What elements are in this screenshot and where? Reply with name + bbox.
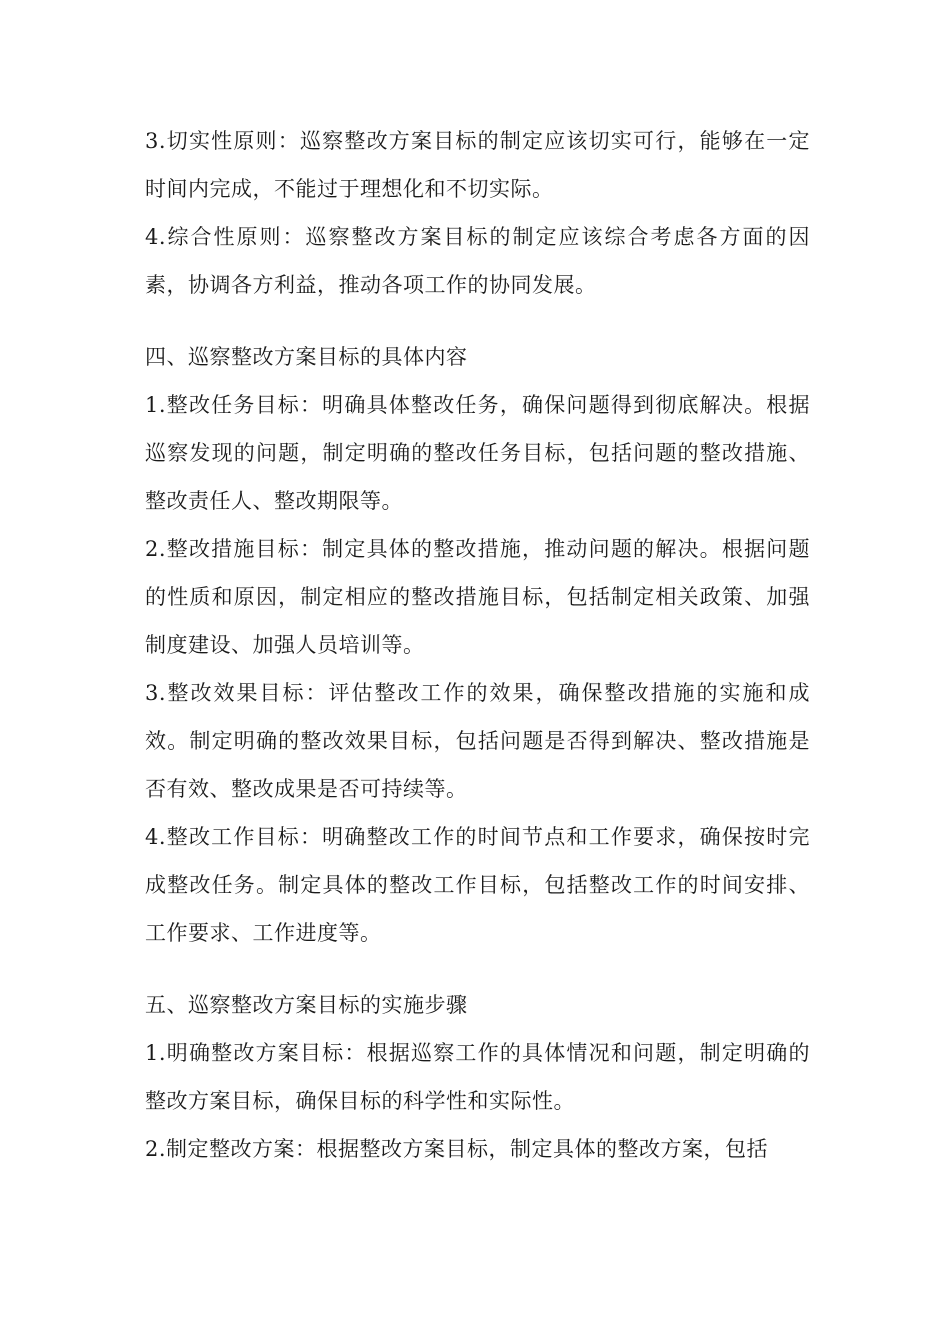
section-heading-4: 四、巡察整改方案目标的具体内容 — [145, 345, 468, 369]
step-paragraph-1: 1.明确整改方案目标：根据巡察工作的具体情况和问题，制定明确的整改方案目标，确保目标的科学性和实际性。 — [145, 1041, 810, 1113]
content-paragraph-2: 2.整改措施目标：制定具体的整改措施，推动问题的解决。根据问题的性质和原因，制定相应的整改措施目标，包括制定相关政策、加强制度建设、加强人员培训等。 — [145, 537, 810, 657]
document-body — [145, 117, 810, 1173]
principle-paragraph-4: 4.综合性原则：巡察整改方案目标的制定应该综合考虑各方面的因素，协调各方利益，推动各项工作的协同发展。 — [145, 225, 810, 297]
content-paragraph-1: 1.整改任务目标：明确具体整改任务，确保问题得到彻底解决。根据巡察发现的问题，制定明确的整改任务目标，包括问题的整改措施、整改责任人、整改期限等。 — [145, 393, 810, 513]
principle-paragraph-3: 3.切实性原则：巡察整改方案目标的制定应该切实可行，能够在一定时间内完成，不能过于理想化和不切实际。 — [145, 129, 810, 201]
section-heading-5: 五、巡察整改方案目标的实施步骤 — [145, 993, 468, 1017]
content-paragraph-4: 4.整改工作目标：明确整改工作的时间节点和工作要求，确保按时完成整改任务。制定具体的整改工作目标，包括整改工作的时间安排、工作要求、工作进度等。 — [145, 825, 810, 945]
step-paragraph-2: 2.制定整改方案：根据整改方案目标，制定具体的整改方案，包括 — [145, 1137, 769, 1161]
content-paragraph-3: 3.整改效果目标：评估整改工作的效果，确保整改措施的实施和成效。制定明确的整改效果目标，包括问题是否得到解决、整改措施是否有效、整改成果是否可持续等。 — [145, 681, 810, 801]
